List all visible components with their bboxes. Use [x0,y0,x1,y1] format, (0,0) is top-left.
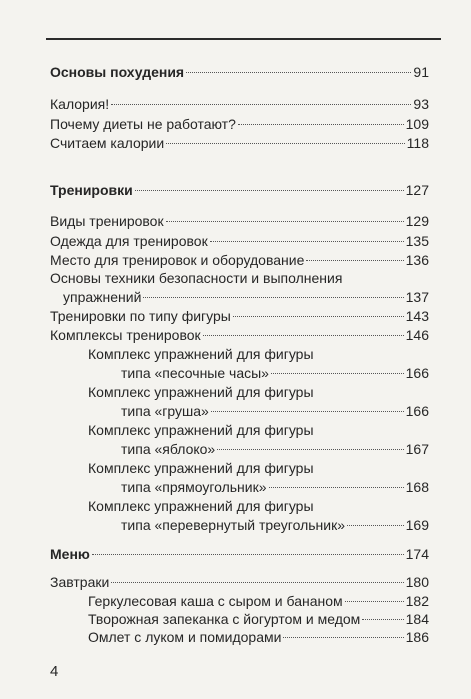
toc-page: 168 [405,479,429,495]
toc-title: Место для тренировок и оборудование [50,252,305,268]
leader-dots [217,449,403,450]
toc-page: 186 [405,629,429,645]
leader-dots [186,72,411,73]
leader-dots [203,335,404,336]
toc-title: Тренировки по типу фигуры [50,308,231,324]
sub4-line1: Комплекс упражнений для фигуры [88,460,314,476]
toc-page: 166 [405,403,429,419]
toc-title: Почему диеты не работают? [50,116,236,132]
top-rule [46,38,441,40]
toc-recipe-omlet [88,628,429,646]
toc-page: 91 [413,64,429,80]
toc-page: 118 [406,135,429,151]
toc-title: типа «яблоко» [121,441,216,457]
toc-entry-zavtraki [50,573,429,591]
toc-entry-odezhda [50,232,429,250]
toc-entry-po-tipu [50,307,429,325]
toc-title: типа «песочные часы» [121,365,269,381]
toc-section-osnovy-pohudeniya [50,63,429,81]
toc-sub-perevernutyy [121,516,429,534]
toc-title: типа «перевернутый треугольник» [121,517,346,533]
sub1-line1: Комплекс упражнений для фигуры [88,346,314,362]
toc-title: Калория! [50,96,110,112]
toc-recipe-zapekanka [88,610,429,628]
toc-title: Меню [50,546,90,562]
leader-dots [210,241,404,242]
toc-section-menu [50,545,429,563]
leader-dots [269,487,404,488]
toc-sub-pryamougolnik [121,478,429,496]
toc-page: 129 [405,213,429,229]
toc-title: Комплексы тренировок [50,327,201,343]
toc-entry-kompleksy [50,326,429,344]
toc-title: Виды тренировок [50,213,164,229]
toc-entry-osnovy [63,288,429,306]
toc-title: Геркулесовая каша с сыром и бананом [88,593,343,609]
toc-entry-diety [50,115,429,133]
toc-page: 174 [405,546,429,562]
toc-recipe-gerkules [88,592,429,610]
toc-page: 127 [405,182,429,198]
toc-page: 143 [405,308,429,324]
leader-dots [271,373,404,374]
leader-dots [306,260,403,261]
toc-title: Завтраки [50,574,110,590]
toc-entry-osnovy-line1: Основы техники безопасности и выполнения [50,270,343,286]
toc-page: 169 [405,517,429,533]
sub2-line1: Комплекс упражнений для фигуры [88,384,314,400]
toc-sub-yabloko [121,440,429,458]
page-number: 4 [50,663,59,680]
toc-title: Одежда для тренировок [50,233,208,249]
leader-dots [143,297,403,298]
toc-page: 184 [405,611,429,627]
toc-sub-grusha [121,402,429,420]
toc-title: типа «груша» [121,403,209,419]
toc-title: Тренировки [50,182,133,198]
toc-title: Считаем калории [50,135,165,151]
toc-page: 180 [405,574,429,590]
leader-dots [211,411,404,412]
leader-dots [238,124,404,125]
toc-page: 109 [405,116,429,132]
toc-page: 136 [405,252,429,268]
toc-page: 182 [405,593,429,609]
toc-title: Омлет с луком и помидорами [88,629,282,645]
toc-entry-kaloriya [50,95,429,113]
toc-page: 146 [405,327,429,343]
leader-dots [166,221,404,222]
leader-dots [92,554,404,555]
toc-title: Творожная запеканка с йогуртом и медом [88,611,361,627]
leader-dots [135,190,404,191]
toc-section-trenirovki [50,181,429,199]
sub3-line1: Комплекс упражнений для фигуры [88,422,314,438]
toc-page: 166 [405,365,429,381]
leader-dots [111,582,403,583]
toc-title: типа «прямоугольник» [121,479,267,495]
toc-entry-mesto [50,251,429,269]
toc-entry-schitaem [50,134,429,152]
leader-dots [111,104,411,105]
toc-entry-vidy [50,212,429,230]
leader-dots [233,316,404,317]
leader-dots [283,637,403,638]
leader-dots [347,525,404,526]
toc-page: 93 [413,96,429,112]
leader-dots [362,619,403,620]
leader-dots [166,143,405,144]
toc-title: Основы похудения [50,64,185,80]
toc-page: 167 [405,441,429,457]
toc-page: 137 [405,289,429,305]
sub5-line1: Комплекс упражнений для фигуры [88,498,314,514]
toc-title: упражнений [63,289,142,305]
toc-page: 135 [405,233,429,249]
toc-sub-pesochnye-chasy [121,364,429,382]
leader-dots [345,601,404,602]
